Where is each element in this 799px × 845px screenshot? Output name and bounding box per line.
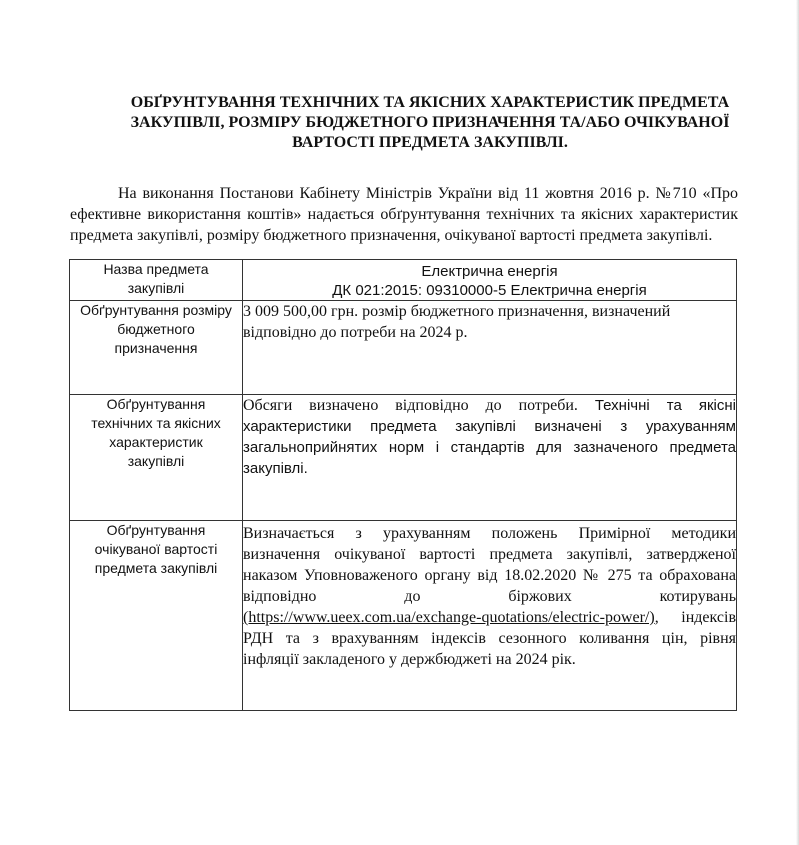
label-cell-cost [70, 521, 243, 711]
technical-line-1a: Обсяги визначено відповідно до потреби. [243, 397, 578, 414]
label-cell-subject [70, 260, 243, 301]
title-line-2: ЗАКУПІВЛІ, РОЗМІРУ БЮДЖЕТНОГО ПРИЗНАЧЕННЯ ТА/АБО ОЧІКУВАНОЇ [130, 114, 730, 131]
intro-paragraph [70, 183, 738, 246]
document-title [60, 93, 799, 153]
table-row-technical [70, 395, 737, 521]
label-technical-3: характеристик [109, 434, 203, 450]
technical-line-2: характеристики предмета закупівлі визначені з урахуванням [243, 418, 736, 435]
label-budget-3: призначення [114, 340, 198, 356]
cost-line-5 [243, 607, 736, 628]
value-cell-technical [243, 395, 737, 521]
table-row-subject [70, 260, 737, 301]
label-subject-1: Назва предмета [103, 261, 209, 277]
table-row-budget [70, 301, 737, 395]
value-cell-budget [243, 301, 737, 395]
label-cost-3: предмета закупівлі [94, 560, 218, 576]
table-row-cost [70, 521, 737, 711]
cost-line-5-rest: , індексів [654, 609, 736, 626]
label-cell-technical [70, 395, 243, 521]
value-cell-subject [243, 260, 737, 301]
technical-line-1 [243, 395, 736, 416]
cost-line-3: наказом Уповноваженого органу від 18.02.2020 № 275 та обрахована [243, 567, 736, 584]
label-subject-2: закупівлі [127, 280, 185, 296]
title-line-1: ОБҐРУНТУВАННЯ ТЕХНІЧНИХ ТА ЯКІСНИХ ХАРАКТЕРИСТИК ПРЕДМЕТА [130, 94, 730, 111]
label-cost-1: Обґрунтування [106, 522, 206, 538]
label-technical-4: закупівлі [127, 453, 185, 469]
intro-text: На виконання Постанови Кабінету Міністрів України від 11 жовтня 2016 р. №710 «Про ефективне використання коштів» надається обґрунтування технічних та якісних характеристик предмета закупівлі, розміру бюджетного призначення, очікуваної вартості предмета закупівлі. [70, 185, 738, 244]
label-technical-2: технічних та якісних [91, 415, 221, 431]
value-cell-cost [243, 521, 737, 711]
label-budget-1: Обґрунтування розміру [80, 302, 232, 318]
technical-line-4: закупівлі. [243, 460, 308, 477]
cost-line-6: РДН та з врахуванням індексів сезонного коливання цін, рівня [243, 630, 736, 647]
budget-line-2: відповідно до потреби на 2024 р. [243, 324, 468, 341]
label-cost-2: очікуваної вартості [94, 541, 218, 557]
cost-line-7: інфляції закладеного у держбюджеті на 2024 рік. [243, 651, 576, 668]
label-technical-1: Обґрунтування [106, 396, 206, 412]
exchange-quotations-link[interactable]: (https://www.ueex.com.ua/exchange-quotations/electric-power/) [243, 609, 655, 626]
budget-line-1: 3 009 500,00 грн. розмір бюджетного призначення, визначений [243, 303, 671, 320]
cost-line-2: визначення очікуваної вартості предмета закупівлі, затвердженої [243, 546, 736, 563]
technical-line-1b: Технічні та якісні [594, 397, 737, 414]
subject-cpv-code: ДК 021:2015: 09310000-5 Електрична енергія [332, 282, 647, 299]
technical-line-3: загальноприйнятих норм і стандартів для зазначеного предмета [243, 439, 736, 456]
label-cell-budget [70, 301, 243, 395]
subject-name: Електрична енергія [421, 263, 558, 280]
label-budget-2: бюджетного [117, 321, 195, 337]
justification-table [69, 259, 737, 711]
title-line-3: ВАРТОСТІ ПРЕДМЕТА ЗАКУПІВЛІ. [292, 134, 568, 151]
cost-line-4: відповідно до біржових котирувань [243, 588, 736, 605]
cost-line-1: Визначається з урахуванням положень Примірної методики [243, 525, 736, 542]
